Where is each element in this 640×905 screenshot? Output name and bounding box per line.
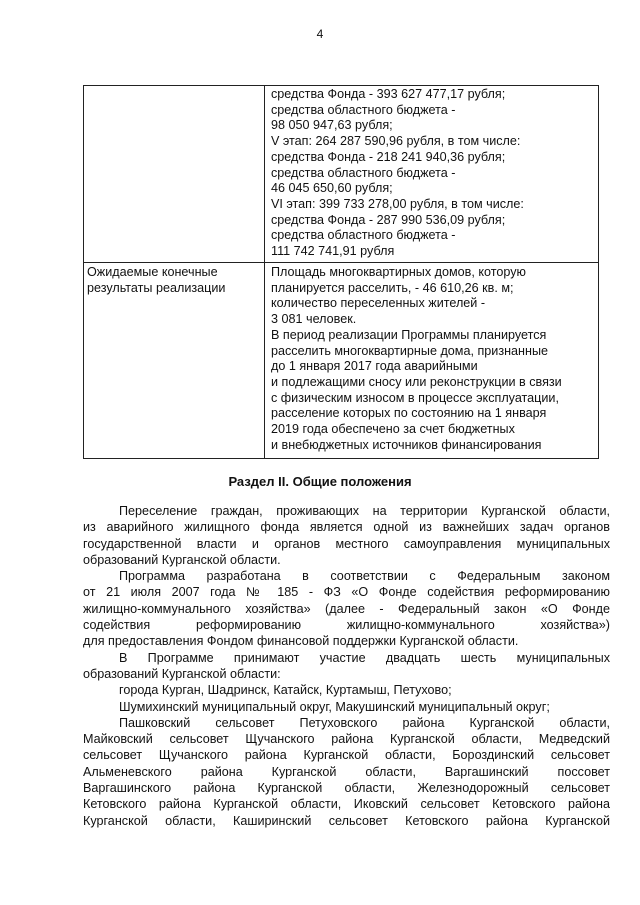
paragraph-line: Курганской области, Каширинский сельсовет Кетовского района Курганской	[83, 813, 610, 828]
table-row	[84, 263, 599, 459]
text-line: средства Фонда - 287 990 536,09 рубля;	[271, 212, 506, 227]
paragraph-line: Программа разработана в соответствии с Федеральным законом	[119, 569, 610, 584]
table-cell-value	[265, 263, 599, 459]
section-title: Раздел II. Общие положения	[228, 474, 412, 489]
text-line: V этап: 264 287 590,96 рубля, в том числе:	[271, 134, 521, 149]
paragraph-line: Майковский сельсовет Щучанского района Курганской области, Медведский	[83, 732, 610, 747]
table-cell-value	[265, 86, 599, 263]
text-line: средства областного бюджета -	[271, 228, 456, 243]
text-line: и внебюджетных источников финансирования	[271, 437, 542, 452]
text-line: Площадь многоквартирных домов, которую	[271, 265, 526, 279]
text-line: до 1 января 2017 года аварийными	[271, 359, 478, 374]
table-cell-label	[84, 263, 265, 459]
paragraph-line: Пашковский сельсовет Петуховского района Курганской области,	[119, 715, 610, 730]
text-line: средства Фонда - 393 627 477,17 рубля;	[271, 87, 506, 101]
page-number: 4	[316, 27, 324, 41]
paragraph-line: В Программе принимают участие двадцать шесть муниципальных	[119, 650, 610, 665]
paragraph-line: жилищно-коммунального хозяйства» (далее - Федеральный закон «О Фонде	[83, 601, 610, 616]
table-cell-label	[84, 86, 265, 263]
text-line: 46 045 650,60 рубля;	[271, 181, 393, 196]
text-line: 98 050 947,63 рубля;	[271, 118, 393, 133]
text-line: В период реализации Программы планируется	[271, 327, 547, 342]
text-line: средства Фонда - 218 241 940,36 рубля;	[271, 149, 506, 164]
text-line: средства областного бюджета -	[271, 165, 456, 180]
paragraph-line: Альменевского района Курганской области, Варгашинский поссовет	[83, 764, 610, 779]
body-text	[83, 503, 610, 829]
text-line: средства областного бюджета -	[271, 102, 456, 117]
paragraph-line: города Курган, Шадринск, Катайск, Куртамыш, Петухово;	[119, 683, 452, 698]
text-line: расселить многоквартирные дома, признанные	[271, 343, 549, 358]
paragraph-line: Варгашинского района Курганской области, Железнодорожный сельсовет	[83, 781, 610, 796]
table-row	[84, 86, 599, 263]
paragraph-line: образований Курганской области.	[83, 552, 281, 567]
text-line: результаты реализации	[87, 280, 226, 295]
text-line: 3 081 человек.	[271, 312, 357, 327]
paragraph-line: сельсовет Щучанского района Курганской области, Бороздинский сельсовет	[83, 748, 610, 763]
text-line: Ожидаемые конечные	[87, 265, 218, 279]
paragraph-line: Переселение граждан, проживающих на территории Курганской области,	[119, 504, 610, 518]
text-line: и подлежащими сносу или реконструкции в связи	[271, 374, 562, 389]
text-line: 2019 года обеспечено за счет бюджетных	[271, 422, 515, 437]
text-line: расселение которых по состоянию на 1 января	[271, 406, 547, 421]
text-line: VI этап: 399 733 278,00 рубля, в том числе:	[271, 196, 524, 211]
paragraph-line: образований Курганской области:	[83, 666, 281, 681]
paragraph-line: содействия реформированию жилищно-коммунального хозяйства»)	[83, 618, 610, 633]
paragraph-line: государственной власти и органов местного самоуправления муниципальных	[83, 536, 610, 551]
paragraph-line: из аварийного жилищного фонда является одной из важнейших задач органов	[83, 520, 610, 535]
paragraph-line: от 21 июля 2007 года № 185 - ФЗ «О Фонде содействия реформированию	[83, 585, 610, 600]
text-line: с физическим износом в процессе эксплуатации,	[271, 390, 559, 405]
text-line: планируется расселить, - 46 610,26 кв. м;	[271, 280, 514, 295]
passport-table	[83, 85, 599, 459]
paragraph-line: для предоставления Фондом финансовой поддержки Курганской области.	[83, 634, 519, 649]
paragraph-line: Шумихинский муниципальный округ, Макушинский муниципальный округ;	[119, 699, 550, 714]
text-line: количество переселенных жителей -	[271, 296, 486, 311]
text-line: 111 742 741,91 рубля	[271, 244, 395, 259]
paragraph-line: Кетовского района Курганской области, Иковский сельсовет Кетовского района	[83, 797, 610, 812]
